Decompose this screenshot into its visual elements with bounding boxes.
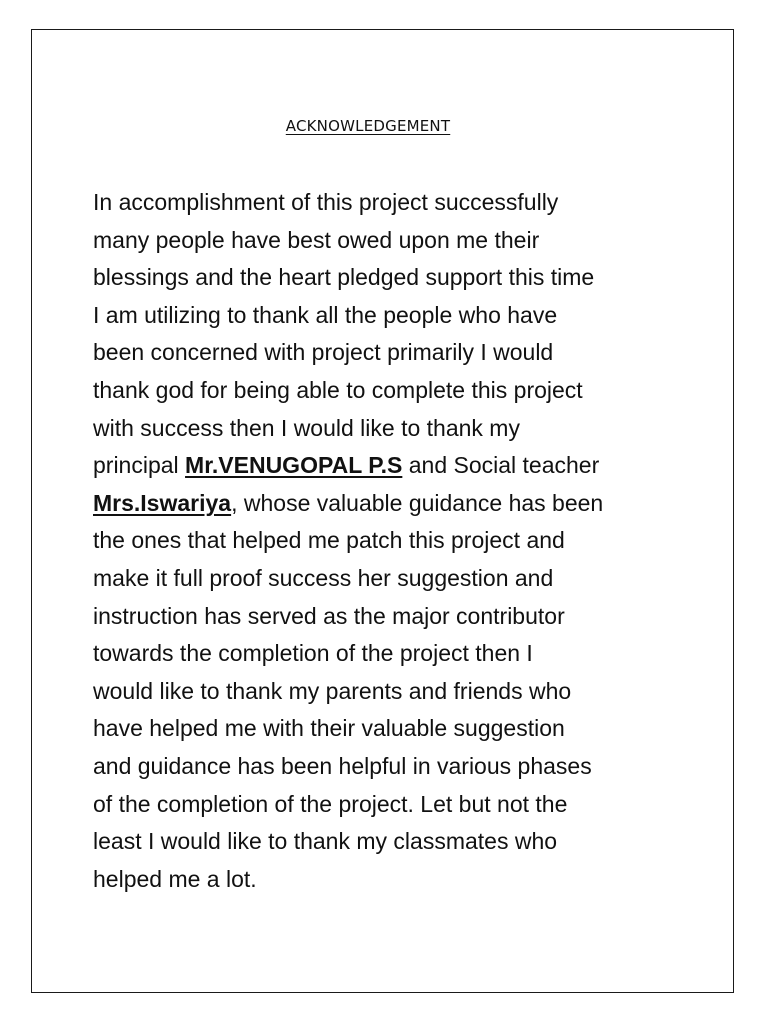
text-line: many people have best owed upon me their [93,226,540,253]
text-line-principal [93,447,683,485]
text-line: would like to thank my parents and friends who [93,677,572,704]
text-line: make it full proof success her suggestion and [93,564,554,591]
principal-name: Mr.VENUGOPAL P.S [185,452,403,479]
acknowledgement-paragraph [93,184,683,898]
text-line: In accomplishment of this project successfully [93,189,559,215]
text-line: I am utilizing to thank all the people who have [93,301,558,328]
text-line: of the completion of the project. Let but not the [93,790,568,817]
text-fragment: and Social teacher [402,452,600,479]
teacher-name: Mrs.Iswariya [93,489,232,516]
text-line: and guidance has been helpful in various phases [93,752,592,779]
text-line: helped me a lot. [93,865,257,892]
text-line: thank god for being able to complete this project [93,376,583,403]
text-fragment: principal [93,452,186,479]
text-line: have helped me with their valuable suggestion [93,715,565,742]
text-line-teacher [93,485,683,523]
text-line: towards the completion of the project then I [93,640,533,667]
document-title: ACKNOWLEDGEMENT [285,117,451,135]
text-line: instruction has served as the major contributor [93,602,565,629]
text-line: with success then I would like to thank my [93,414,520,441]
text-line: the ones that helped me patch this project and [93,527,565,554]
text-line: blessings and the heart pledged support this time [93,264,595,291]
text-line: been concerned with project primarily I would [93,339,554,366]
text-line: least I would like to thank my classmates who [93,828,558,855]
text-fragment: , whose valuable guidance has been [231,489,604,516]
